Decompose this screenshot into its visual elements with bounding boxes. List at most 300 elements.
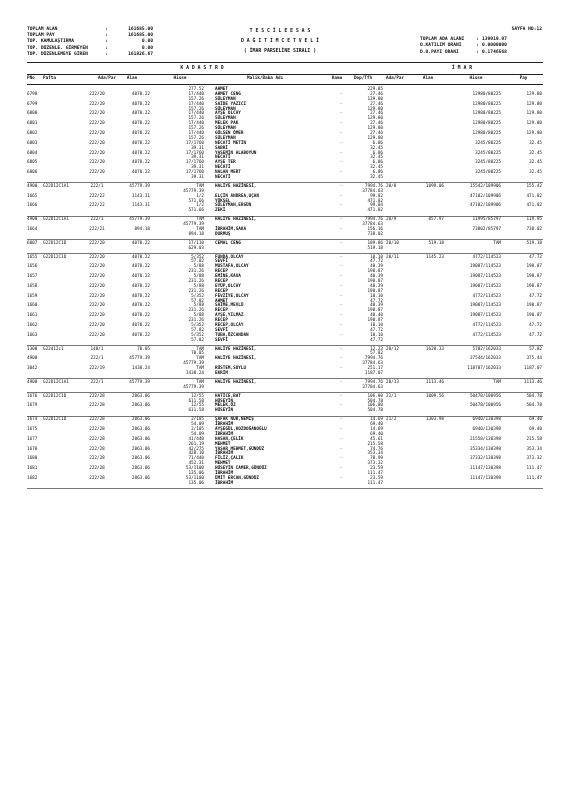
share: 45779.39: [183, 361, 204, 367]
pay-value: 57.82: [529, 346, 542, 352]
owner-name: MEHMET: [215, 461, 231, 467]
dop-value: 69.40: [370, 431, 383, 437]
dop-value: 27.46: [370, 111, 383, 117]
dop-value: 1187.07: [364, 371, 383, 377]
pay-value: 375.44: [526, 356, 542, 362]
parcel-no: 6800: [27, 111, 38, 117]
share: 157.26: [188, 96, 204, 102]
parcel-no: 1681: [27, 466, 38, 472]
parcel-no: 1663: [27, 332, 38, 338]
share: 45779.39: [183, 222, 204, 228]
area: 2863.06: [131, 403, 150, 409]
ratio-value: 139919.97: [482, 37, 507, 43]
kamu: -: [339, 264, 343, 270]
area: 4070.22: [131, 264, 150, 270]
kamu: -: [339, 131, 343, 137]
pafta: G22D12C1A1: [43, 183, 69, 189]
summary-value: 0.00: [141, 45, 153, 51]
imar-share: 6940/130398: [472, 426, 501, 432]
owner-name: İBRAHİM: [215, 431, 234, 437]
kamu: -: [339, 150, 343, 156]
area: 4070.22: [131, 121, 150, 127]
area: 2863.06: [131, 446, 150, 452]
share: TAM: [196, 217, 204, 223]
ada-parsel: 222/28: [89, 393, 105, 399]
kamu: -: [339, 332, 343, 338]
ada-parsel: 222/20: [89, 140, 105, 146]
dop-value: 23.59: [370, 475, 383, 481]
ada-parsel: 222/28: [89, 417, 105, 423]
share: 17/440: [188, 121, 204, 127]
owner-name: SÜLEYMAN: [215, 135, 236, 141]
owner-name: İBRAHİM,SAKA: [215, 227, 247, 233]
parcel-group: [27, 242, 543, 252]
share: 5/88: [193, 274, 204, 280]
ada-parsel: 222/20: [89, 293, 105, 299]
ratio-colon: :: [476, 43, 479, 49]
dop-value: 12.23: [370, 346, 383, 352]
pay-value: 190.87: [526, 274, 542, 280]
ada-parsel: 222/20: [89, 150, 105, 156]
distribution-table: [27, 88, 543, 491]
imar-share: 47182/109906: [469, 203, 501, 209]
pay-value: 504.78: [526, 403, 542, 409]
parcel-group: [27, 418, 543, 486]
dop-value: 32.45: [370, 145, 383, 151]
divider-columns: [27, 84, 543, 85]
kamu: -: [339, 121, 343, 127]
area: 4070.22: [131, 101, 150, 107]
ada-parsel: 222/22: [89, 193, 105, 199]
area: 4070.22: [131, 254, 150, 260]
summary-row: [27, 52, 153, 58]
dop-value: 32.45: [370, 155, 383, 161]
imar-share: 35334/130398: [469, 446, 501, 452]
dop-value: 190.87: [367, 308, 383, 314]
parcel-no: 3042: [27, 366, 38, 372]
kamu: -: [339, 366, 343, 372]
imar-share: 118707/162033: [467, 366, 501, 372]
dop-value: 190.87: [367, 269, 383, 275]
owner-name: HALİYE HAZİNESİ,: [215, 183, 257, 189]
kamu: -: [339, 293, 343, 299]
share: 571.66: [188, 208, 204, 214]
owner-name: RECEP: [215, 318, 228, 324]
owner-name: İBRAHİM: [215, 422, 234, 428]
pay-value: 1113.46: [523, 379, 542, 385]
imar-area: 1145.23: [425, 254, 444, 260]
pay-value: 190.87: [526, 283, 542, 289]
share: 17/1760: [185, 150, 204, 156]
col-imar-hisse: Hisse: [469, 76, 483, 81]
area: 45779.39: [129, 356, 150, 362]
imar-ada-parsel: 20/12: [386, 346, 399, 352]
parcel-no: 6801: [27, 121, 38, 127]
ada-parsel: 222/20: [89, 332, 105, 338]
col-kamu: Kamu: [331, 76, 343, 81]
dop-value: 10.10: [370, 323, 383, 329]
kamu: -: [339, 254, 343, 260]
kamu: -: [339, 475, 343, 481]
ratio-label: D.O.PAYI ORANI: [420, 49, 459, 55]
dop-value: 229.85: [367, 87, 383, 92]
share: TAM: [196, 227, 204, 233]
dop-value: 37784.63: [362, 188, 383, 194]
dop-value: 47.72: [370, 337, 383, 343]
area: 894.18: [134, 227, 150, 233]
share: 231.26: [188, 288, 204, 294]
parcel-no: 1300: [27, 346, 38, 352]
owner-name: HALİYE HAZİNESİ,: [215, 379, 257, 385]
owner-name: GÜLSEN ÖMER: [215, 131, 244, 137]
ratio-row: [420, 50, 542, 56]
ada-parsel: 222/1: [90, 356, 104, 362]
col-pafta: Pafta: [43, 76, 56, 81]
ada-parsel: 222/20: [89, 240, 105, 246]
ada-parsel: 222/20: [89, 274, 105, 280]
kamu: -: [339, 227, 343, 233]
share: 57.82: [191, 259, 204, 265]
dop-value: 10.10: [370, 293, 383, 299]
imar-share: 19087/114523: [469, 264, 501, 270]
imar-ada-parsel: 20/10: [386, 240, 399, 246]
ratio-value: 0.1746568: [482, 49, 507, 55]
kamu: -: [339, 303, 343, 309]
dop-value: 32.45: [370, 165, 383, 171]
summary-value: 161685.00: [128, 33, 153, 39]
summary-label: TOP. DÜZENLE. GİRMEYEN: [27, 45, 88, 51]
imar-area: 519.18: [428, 240, 444, 246]
share: 17/440: [188, 131, 204, 137]
share: 135.06: [188, 480, 204, 486]
share: 277.52: [188, 87, 204, 92]
pay-value: 373.32: [526, 456, 542, 462]
share: TAM: [196, 346, 204, 352]
share: 629.03: [188, 245, 204, 251]
ada-parsel: 148/1: [90, 346, 104, 352]
kamu: -: [339, 417, 343, 423]
table-row: [27, 339, 543, 344]
parcel-group: [27, 381, 543, 391]
share: 452.31: [188, 461, 204, 467]
imar-share: 4772/114523: [472, 323, 501, 329]
imar-ada-parsel: 20/8: [386, 183, 397, 189]
dop-value: 47.72: [370, 298, 383, 304]
dop-value: 69.40: [370, 422, 383, 428]
imar-share: 11147/130398: [469, 475, 501, 481]
dop-value: 74.76: [370, 446, 383, 452]
pay-value: 190.87: [526, 313, 542, 319]
parcel-no: 6007: [27, 240, 38, 246]
imar-ada-parsel: 20/11: [386, 254, 399, 260]
area: 4070.22: [131, 274, 150, 280]
dop-value: 14.69: [370, 426, 383, 432]
dop-value: 353.34: [367, 451, 383, 457]
area: 4070.22: [131, 332, 150, 338]
parcel-no: 1665: [27, 193, 38, 199]
parcel-no: 6802: [27, 131, 38, 137]
share: 5/352: [191, 293, 204, 299]
area: 4070.22: [131, 313, 150, 319]
dop-value: 6.86: [372, 150, 383, 156]
parcel-no: 1679: [27, 403, 38, 409]
share: 428.10: [188, 451, 204, 457]
ada-parsel: 222/20: [89, 264, 105, 270]
owner-name: FEVZİYE,OLCAY: [215, 293, 249, 299]
owner-name: AHMET CENG: [215, 91, 241, 97]
kamu: -: [339, 91, 343, 97]
pay-value: 69.40: [529, 417, 542, 423]
parcel-no: 4900: [27, 356, 38, 362]
imar-share: 19087/114523: [469, 274, 501, 280]
page-number: SAYFA NO:12: [511, 27, 542, 32]
pafta: G22D12C1D: [43, 393, 67, 399]
owner-name: HÜSEYİN: [215, 408, 234, 414]
dop-value: 27.46: [370, 101, 383, 107]
ada-parsel: 222/28: [89, 456, 105, 462]
kamu: -: [339, 356, 343, 362]
parcel-no: 4900: [27, 379, 38, 385]
table-row: [27, 386, 543, 391]
share: 5/352: [191, 254, 204, 260]
owner-name: ÜMİT ERCAN,GÜNDÜZ: [215, 475, 259, 481]
pafta: G22D12C1A1: [43, 379, 69, 385]
dop-value: 190.87: [367, 318, 383, 324]
ratio-value: 0.0000000: [482, 43, 507, 49]
share: 39.31: [191, 165, 204, 171]
pay-value: 190.87: [526, 264, 542, 270]
col-dop: Dop/Tfh: [353, 76, 373, 81]
ada-parsel: 222/28: [89, 436, 105, 442]
share: 1/2: [196, 203, 204, 209]
parcel-group: [27, 348, 543, 377]
col-pay: Pay: [519, 76, 528, 81]
share: 54.09: [191, 422, 204, 428]
dop-value: 14.69: [370, 417, 383, 423]
pay-value: 32.45: [529, 140, 542, 146]
document-subtitle: D A Ğ I T I M C E T V E L İ: [241, 39, 319, 44]
share: 157.26: [188, 106, 204, 112]
ada-parsel: 222/20: [89, 170, 105, 176]
pay-value: 32.45: [529, 170, 542, 176]
area: 4070.22: [131, 150, 150, 156]
ada-parsel: 222/20: [89, 254, 105, 260]
ratio-colon: :: [476, 49, 479, 55]
area: 4070.22: [131, 240, 150, 246]
owner-name: İBRAHİM: [215, 451, 234, 457]
kamu: -: [339, 170, 343, 176]
summary-value: 0.00: [141, 39, 153, 45]
ada-parsel: 222/20: [89, 303, 105, 309]
owner-name: SEVFİ: [215, 259, 228, 265]
ada-parsel: 222/20: [89, 131, 105, 137]
imar-share: 12980/80225: [472, 111, 501, 117]
share: 41/440: [188, 436, 204, 442]
owner-name: AYŞEGÜL,KOZDOĞANOĞLU: [215, 426, 267, 432]
imar-share: 3245/80225: [475, 170, 501, 176]
pay-value: 155.42: [526, 183, 542, 189]
summary-value: 161685.00: [128, 27, 153, 32]
kamu: -: [339, 466, 343, 472]
pafta: G22d12c1: [43, 346, 64, 352]
area: 4070.22: [131, 283, 150, 289]
area: 45779.39: [129, 217, 150, 223]
dop-value: 106.80: [367, 393, 383, 399]
ada-parsel: 222/28: [89, 446, 105, 452]
ada-parsel: 222/1: [90, 217, 104, 223]
owner-name: SÜLEYMAN: [215, 126, 236, 132]
kamu: -: [339, 379, 343, 385]
dop-value: 32.45: [370, 175, 383, 181]
share: 39.31: [191, 155, 204, 161]
share: TAM: [196, 183, 204, 189]
group-divider: [27, 253, 543, 254]
pay-value: 1187.07: [523, 366, 542, 372]
share: 53/1100: [185, 466, 204, 472]
kamu: -: [339, 346, 343, 352]
owner-name: HALİYE HAZİNESİ,: [215, 346, 257, 352]
owner-name: EMİNE,KAVA: [215, 274, 241, 280]
group-divider: [27, 182, 543, 183]
pay-value: 129.80: [526, 101, 542, 107]
imar-share: 50478/100956: [469, 393, 501, 399]
share: 57.82: [191, 298, 204, 304]
pay-value: 504.78: [526, 393, 542, 399]
col-adapar: Ada/Par: [97, 76, 117, 81]
owner-name: SÜLEYMAN: [215, 106, 236, 112]
kamu: -: [339, 436, 343, 442]
dop-value: 111.47: [367, 471, 383, 476]
summary-label: TOPLAM ALAN: [27, 27, 58, 32]
share: 611.58: [188, 398, 204, 404]
share: 157.26: [188, 116, 204, 122]
owner-name: YAŞAR MEHMET,GÜNDÜZ: [215, 446, 265, 452]
share: 70.05: [191, 351, 204, 357]
owner-name: AYŞE TER: [215, 160, 236, 166]
imar-share: 12980/80225: [472, 91, 501, 97]
owner-name: HÜSEYİN: [215, 398, 234, 404]
kamu: -: [339, 313, 343, 319]
dop-value: 6.86: [372, 160, 383, 166]
owner-name: ELÇİN ANDREA,UÇAN: [215, 193, 259, 199]
section-headers: [27, 64, 543, 73]
imar-share: 12980/80225: [472, 121, 501, 127]
share: 45779.39: [183, 188, 204, 194]
pafta: G22D12C1D: [43, 254, 67, 260]
share: 5/352: [191, 332, 204, 338]
dop-value: 40.39: [370, 303, 383, 309]
owner-name: FİLİZ,ÇALIK: [215, 456, 244, 462]
parcel-no: 6799: [27, 101, 38, 107]
owner-name: HÜSEYİN CAMER,GÜNDÜZ: [215, 466, 267, 472]
share: 71/440: [188, 456, 204, 462]
ratio-colon: :: [476, 37, 479, 43]
ada-parsel: 222/28: [89, 403, 105, 409]
dop-value: 37784.63: [362, 384, 383, 390]
owner-name: EKRİM: [215, 371, 228, 377]
imar-share: 3245/80225: [475, 160, 501, 166]
area: 2863.06: [131, 393, 150, 399]
imar-share: 11147/130398: [469, 466, 501, 472]
table-row: [27, 176, 543, 181]
parcel-no: 1674: [27, 417, 38, 423]
dop-value: 40.40: [370, 313, 383, 319]
imar-ada-parsel: 20/13: [386, 379, 399, 385]
summary-totals: [27, 27, 153, 58]
ada-parsel: 222/28: [89, 466, 105, 472]
share: 135.06: [188, 471, 204, 476]
imar-share: 11995/85797: [472, 217, 501, 223]
dop-value: 57.82: [370, 351, 383, 357]
area: 4070.22: [131, 303, 150, 309]
parcel-no: 1675: [27, 426, 38, 432]
dop-value: 471.82: [367, 198, 383, 204]
share: 53/1100: [185, 475, 204, 481]
summary-colon: :: [105, 39, 108, 45]
parcel-group: [27, 185, 543, 214]
area: 70.05: [137, 346, 150, 352]
kamu: -: [339, 323, 343, 329]
dop-value: 45.61: [370, 436, 383, 442]
group-divider: [27, 488, 543, 489]
parcel-group: [27, 218, 543, 238]
share: 1438.24: [185, 371, 204, 377]
area: 2863.06: [131, 436, 150, 442]
share: 5/88: [193, 303, 204, 309]
pay-value: 215.58: [526, 436, 542, 442]
imar-share: 3245/80225: [475, 150, 501, 156]
kamu: -: [339, 426, 343, 432]
imar-share: 15542/109906: [469, 183, 501, 189]
document-title-block: [180, 27, 380, 57]
dop-value: 37784.63: [362, 222, 383, 228]
owner-name: SEVFİ: [215, 337, 228, 343]
share: 157.26: [188, 135, 204, 141]
parcel-group: [27, 88, 543, 181]
dop-value: 251.17: [367, 366, 383, 372]
parcel-no: 6805: [27, 160, 38, 166]
area: 1143.31: [131, 193, 150, 199]
share: 231.26: [188, 308, 204, 314]
dop-value: 27.46: [370, 121, 383, 127]
share: 5/88: [193, 313, 204, 319]
pay-value: 738.02: [526, 227, 542, 233]
ada-parsel: 222/19: [89, 366, 105, 372]
owner-name: SÜLEYMAN: [215, 96, 236, 102]
dop-value: 129.80: [367, 96, 383, 102]
area: 4070.22: [131, 131, 150, 137]
owner-name: AYŞE,YILMAZ: [215, 313, 244, 319]
kamu: -: [339, 193, 343, 199]
area: 4070.22: [131, 293, 150, 299]
table-row: [27, 482, 543, 487]
owner-name: MELEK PAK: [215, 121, 239, 127]
dop-value: 129.80: [367, 126, 383, 132]
imar-share: 21558/130398: [469, 436, 501, 442]
owner-name: RECEP: [215, 308, 228, 314]
parcel-no: 1666: [27, 203, 38, 209]
share: TAM: [196, 379, 204, 385]
kamu: -: [339, 217, 343, 223]
owner-name: DURMUŞ: [215, 231, 231, 237]
dop-value: 7994.76: [364, 183, 383, 189]
col-hisse: Hisse: [173, 76, 187, 81]
imar-share: 5782/162033: [472, 346, 501, 352]
dop-value: 47.72: [370, 259, 383, 265]
owner-name: HATİCE,BAT: [215, 393, 241, 399]
owner-name: RECEP: [215, 279, 228, 284]
parcel-no: 6798: [27, 91, 38, 97]
